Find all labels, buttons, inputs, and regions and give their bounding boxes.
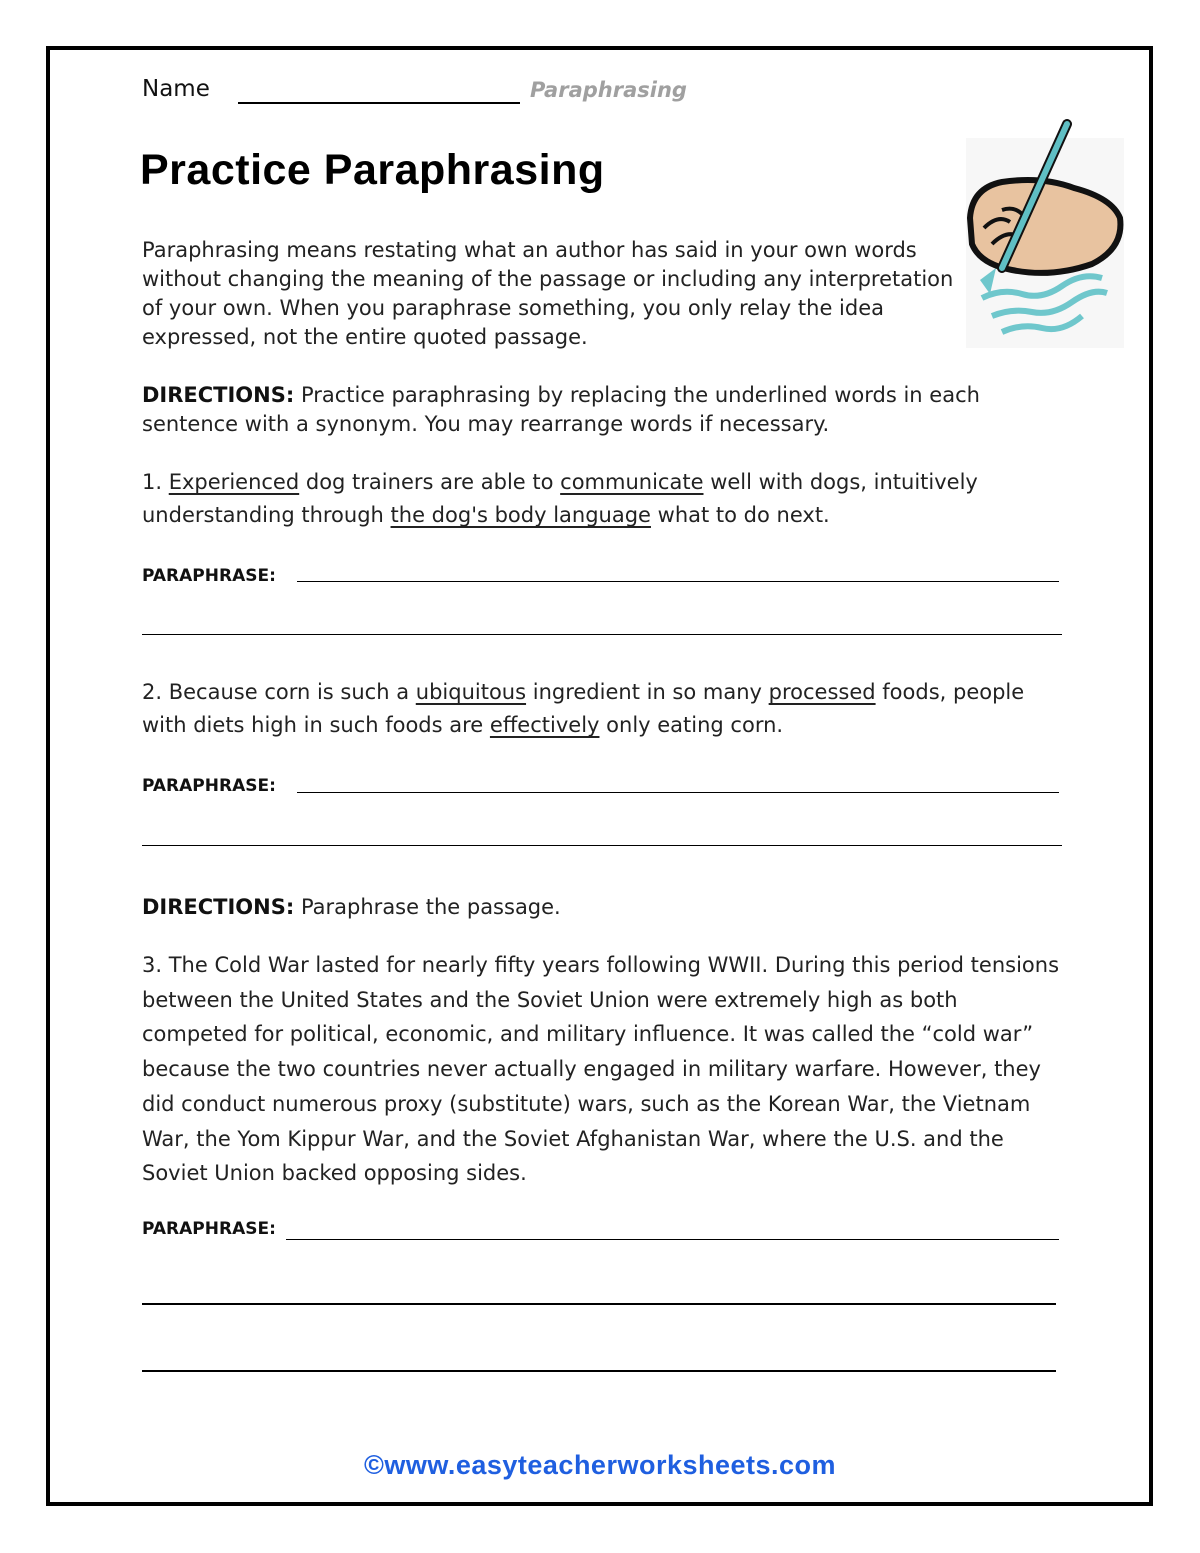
underlined-word: the dog's body language (390, 503, 651, 527)
hand-writing-icon (962, 118, 1127, 354)
underlined-word: ubiquitous (415, 680, 527, 704)
answer-line[interactable] (142, 1370, 1056, 1372)
question-text: what to do next. (657, 503, 830, 527)
intro-paragraph: Paraphrasing means restating what an author has said in your own words without changing the meaning of the passage or including any interpretation of your own. When you paraphrase something, you only relay the idea expressed, not the entire quoted passage. (142, 238, 954, 349)
question-text: Because corn is such a (168, 680, 410, 704)
question-text: ingredient in so many (532, 680, 762, 704)
question-text: well with dogs, intuitively understanding through (142, 470, 978, 527)
name-field-line[interactable] (238, 102, 520, 104)
worksheet-subtitle: Paraphrasing (530, 78, 687, 102)
answer-line[interactable] (142, 845, 1062, 846)
paraphrase-label-3: PARAPHRASE: (142, 1219, 276, 1239)
question-passage: The Cold War lasted for nearly fifty years following WWII. During this period tensions between the United States and the Soviet Union were extremely high as both competed for political, economic, and military influence. It was called the “cold war” because the two countries never actually engaged in military warfare. However, they did conduct numerous proxy (substitute) wars, such as the Korean War, the Vietnam War, the Yom Kippur War, and the Soviet Afghanistan War, where the U.S. and the Soviet Union backed opposing sides. (142, 953, 1060, 1186)
question-1 (142, 466, 1062, 532)
answer-line[interactable] (142, 634, 1062, 635)
answer-line[interactable] (297, 581, 1059, 582)
paraphrase-label-2: PARAPHRASE: (142, 776, 276, 796)
question-number: 1. (142, 470, 163, 494)
underlined-word: communicate (560, 470, 704, 494)
directions-text: Practice paraphrasing by replacing the underlined words in each sentence with a synonym. You may rearrange words if necessary. (142, 383, 980, 436)
underlined-word: effectively (489, 713, 600, 737)
question-number: 2. (142, 680, 163, 704)
question-number: 3. (142, 953, 163, 977)
question-2 (142, 676, 1062, 742)
directions-text: Paraphrase the passage. (300, 895, 561, 919)
answer-line[interactable] (142, 1303, 1056, 1305)
question-text: foods, people with diets high in such foods are (142, 680, 1025, 737)
answer-line[interactable] (297, 792, 1059, 793)
answer-line[interactable] (286, 1239, 1059, 1240)
directions-label: DIRECTIONS: (142, 383, 295, 407)
question-3 (142, 948, 1062, 1191)
directions-2 (142, 893, 962, 922)
question-text: only eating corn. (606, 713, 784, 737)
name-label: Name (142, 76, 210, 102)
underlined-word: processed (768, 680, 876, 704)
underlined-word: Experienced (168, 470, 300, 494)
directions-label: DIRECTIONS: (142, 895, 295, 919)
footer-copyright[interactable]: ©www.easyteacherworksheets.com (363, 1450, 837, 1480)
paraphrase-label-1: PARAPHRASE: (142, 566, 276, 586)
page-title: Practice Paraphrasing (140, 146, 605, 194)
directions-1 (142, 381, 1052, 439)
question-text: dog trainers are able to (305, 470, 554, 494)
